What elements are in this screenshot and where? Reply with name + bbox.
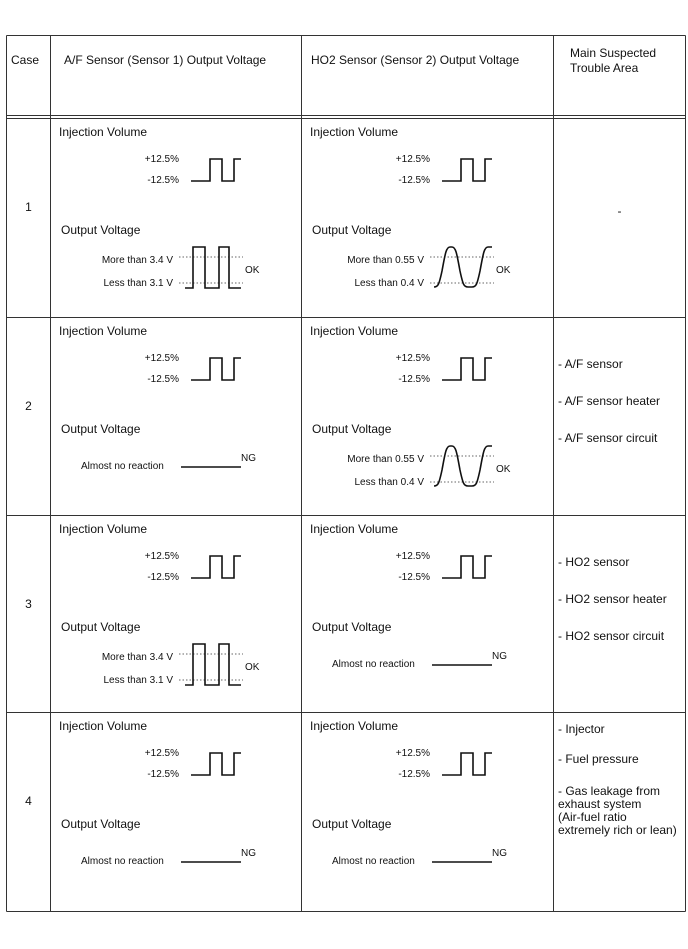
output-wave-line xyxy=(185,247,241,288)
trouble-area-item: - HO2 sensor circuit xyxy=(558,629,665,643)
no-reaction-label: Almost no reaction xyxy=(332,856,415,867)
flat-output-line xyxy=(181,464,243,470)
injection-pulse-line xyxy=(191,556,241,578)
injection-pulse-waveform xyxy=(442,157,502,187)
injection-pulse-waveform xyxy=(442,554,502,584)
injection-volume-label: Injection Volume xyxy=(310,522,399,536)
output-high-threshold-label: More than 0.55 V xyxy=(347,255,424,266)
result-label: OK xyxy=(245,265,260,276)
injection-pulse-line xyxy=(442,358,492,380)
injection-minus-label: -12.5% xyxy=(398,175,430,186)
trouble-area-item: - HO2 sensor xyxy=(558,555,630,569)
result-label: NG xyxy=(241,848,256,859)
injection-plus-label: +12.5% xyxy=(395,748,430,759)
injection-minus-label: -12.5% xyxy=(147,769,179,780)
injection-pulse-waveform xyxy=(191,356,251,386)
result-label: NG xyxy=(492,651,507,662)
injection-minus-label: -12.5% xyxy=(147,572,179,583)
injection-pulse-line xyxy=(191,753,241,775)
case-number: 1 xyxy=(25,200,32,214)
case-number: 4 xyxy=(25,794,32,808)
injection-pulse-waveform xyxy=(191,751,251,781)
injection-pulse-line xyxy=(191,358,241,380)
output-voltage-label: Output Voltage xyxy=(312,620,392,634)
injection-volume-label: Injection Volume xyxy=(59,719,148,733)
injection-volume-label: Injection Volume xyxy=(59,125,148,139)
output-voltage-label: Output Voltage xyxy=(61,620,141,634)
injection-volume-label: Injection Volume xyxy=(59,324,148,338)
injection-minus-label: -12.5% xyxy=(147,374,179,385)
flat-output-line xyxy=(181,859,243,865)
header-af-sensor-output: A/F Sensor (Sensor 1) Output Voltage xyxy=(64,53,267,67)
injection-plus-label: +12.5% xyxy=(395,353,430,364)
injection-volume-label: Injection Volume xyxy=(310,719,399,733)
no-reaction-label: Almost no reaction xyxy=(81,856,164,867)
no-reaction-label: Almost no reaction xyxy=(81,461,164,472)
result-label: NG xyxy=(241,453,256,464)
output-wave-line xyxy=(434,247,492,287)
injection-plus-label: +12.5% xyxy=(144,353,179,364)
injection-minus-label: -12.5% xyxy=(398,374,430,385)
output-voltage-label: Output Voltage xyxy=(312,817,392,831)
output-voltage-label: Output Voltage xyxy=(312,223,392,237)
trouble-area-item: - Fuel pressure xyxy=(558,752,639,766)
injection-volume-label: Injection Volume xyxy=(310,324,399,338)
injection-pulse-line xyxy=(191,159,241,181)
output-voltage-label: Output Voltage xyxy=(312,422,392,436)
output-low-threshold-label: Less than 0.4 V xyxy=(354,477,424,488)
injection-pulse-waveform xyxy=(191,157,251,187)
header-case: Case xyxy=(11,53,40,67)
output-voltage-waveform xyxy=(179,247,249,297)
output-high-threshold-label: More than 3.4 V xyxy=(101,652,173,663)
flat-output-line xyxy=(432,662,494,668)
injection-pulse-line xyxy=(442,753,492,775)
output-voltage-label: Output Voltage xyxy=(61,223,141,237)
output-voltage-waveform xyxy=(430,446,500,496)
injection-plus-label: +12.5% xyxy=(395,551,430,562)
result-label: OK xyxy=(496,464,511,475)
injection-volume-label: Injection Volume xyxy=(310,125,399,139)
injection-plus-label: +12.5% xyxy=(144,748,179,759)
output-wave-line xyxy=(185,644,241,685)
header-trouble-area-line1: Main Suspected xyxy=(570,46,657,60)
output-wave-line xyxy=(434,446,492,486)
trouble-area-item: - xyxy=(617,204,622,218)
trouble-area-item: - A/F sensor xyxy=(558,357,623,371)
injection-plus-label: +12.5% xyxy=(395,154,430,165)
output-voltage-waveform xyxy=(179,644,249,694)
output-voltage-label: Output Voltage xyxy=(61,422,141,436)
trouble-area-item: - A/F sensor heater xyxy=(558,394,661,408)
output-voltage-label: Output Voltage xyxy=(61,817,141,831)
output-low-threshold-label: Less than 3.1 V xyxy=(103,675,173,686)
output-high-threshold-label: More than 3.4 V xyxy=(101,255,173,266)
no-reaction-label: Almost no reaction xyxy=(332,659,415,670)
injection-pulse-waveform xyxy=(442,356,502,386)
header-ho2-sensor-output: HO2 Sensor (Sensor 2) Output Voltage xyxy=(311,53,520,67)
trouble-area-item: - Gas leakage from exhaust system (Air-fuel ratio extremely rich or lean) xyxy=(558,784,677,837)
case-number: 2 xyxy=(25,399,32,413)
injection-plus-label: +12.5% xyxy=(144,154,179,165)
output-low-threshold-label: Less than 0.4 V xyxy=(354,278,424,289)
injection-pulse-line xyxy=(442,556,492,578)
injection-volume-label: Injection Volume xyxy=(59,522,148,536)
result-label: NG xyxy=(492,848,507,859)
output-voltage-waveform xyxy=(430,247,500,297)
injection-plus-label: +12.5% xyxy=(144,551,179,562)
injection-minus-label: -12.5% xyxy=(398,769,430,780)
injection-pulse-waveform xyxy=(191,554,251,584)
trouble-area-item: - HO2 sensor heater xyxy=(558,592,667,606)
case-number: 3 xyxy=(25,597,32,611)
injection-minus-label: -12.5% xyxy=(398,572,430,583)
output-high-threshold-label: More than 0.55 V xyxy=(347,454,424,465)
flat-output-line xyxy=(432,859,494,865)
injection-pulse-line xyxy=(442,159,492,181)
injection-pulse-waveform xyxy=(442,751,502,781)
header-trouble-area-line2: Trouble Area xyxy=(570,61,639,75)
result-label: OK xyxy=(496,265,511,276)
trouble-area-item: - A/F sensor circuit xyxy=(558,431,658,445)
result-label: OK xyxy=(245,662,260,673)
trouble-area-item: - Injector xyxy=(558,722,605,736)
injection-minus-label: -12.5% xyxy=(147,175,179,186)
output-low-threshold-label: Less than 3.1 V xyxy=(103,278,173,289)
